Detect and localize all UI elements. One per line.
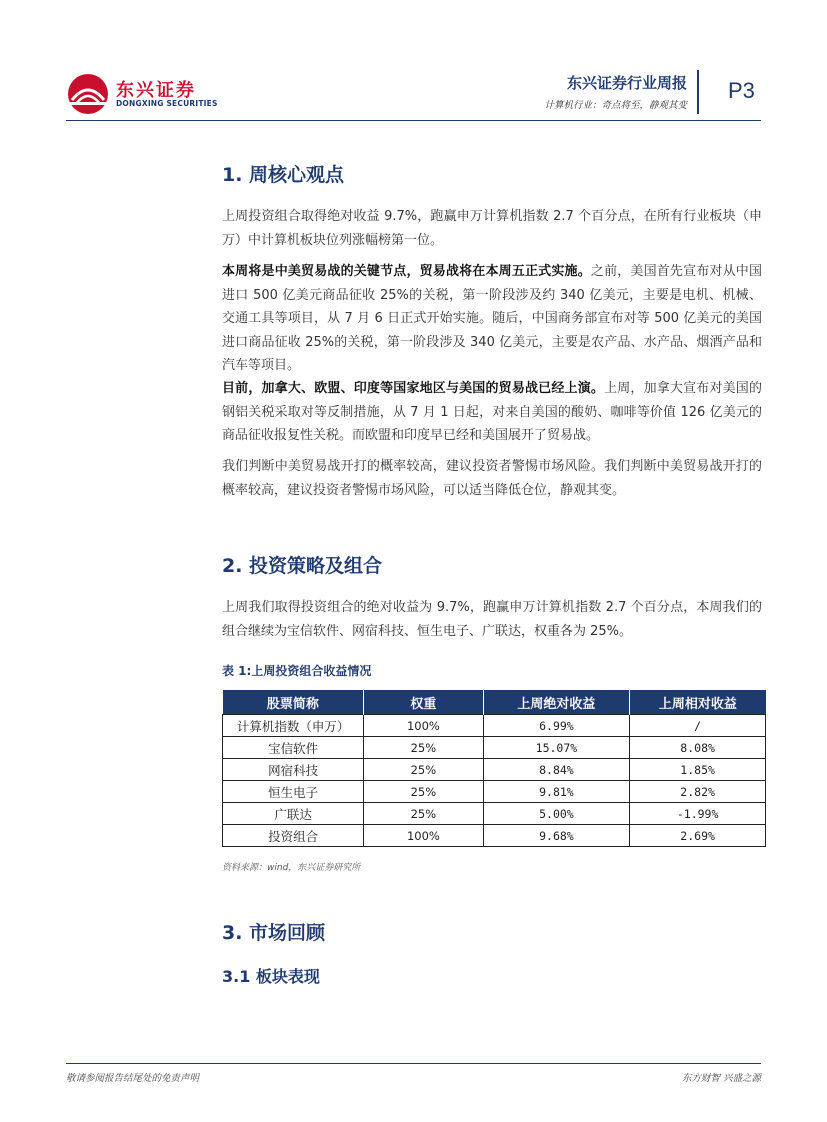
- section-1-paragraph-1: 上周投资组合取得绝对收益 9.7%，跑赢申万计算机指数 2.7 个百分点，在所有行业板块（申万）中计算机板块位列涨幅榜第一位。: [222, 209, 762, 248]
- column-header-relative-return: 上周相对收益: [630, 690, 766, 715]
- cell-relative-return: -1.99%: [630, 803, 766, 825]
- table-row: [223, 781, 766, 803]
- cell-stock-name: 网宿科技: [223, 759, 364, 781]
- section-2-title: 2. 投资策略及组合: [222, 555, 383, 577]
- column-header-absolute-return: 上周绝对收益: [483, 690, 630, 715]
- company-logo: [66, 72, 216, 116]
- cell-relative-return: 2.82%: [630, 781, 766, 803]
- table-row: [223, 715, 766, 737]
- column-header-stock: 股票简称: [223, 690, 364, 715]
- page-number: P3: [728, 78, 755, 103]
- section-1-paragraph-2-lead: 本周将是中美贸易战的关键节点，贸易战将在本周五正式实施。: [222, 264, 591, 279]
- cell-stock-name: 计算机指数（申万）: [223, 715, 364, 737]
- table-row: [223, 803, 766, 825]
- section-1-paragraph-4: 我们判断中美贸易战开打的概率较高，建议投资者警惕市场风险。我们判断中美贸易战开打的概率较高，建议投资者警惕市场风险，可以适当降低仓位，静观其变。: [222, 459, 762, 498]
- cell-weight: 25%: [364, 781, 483, 803]
- footer-disclaimer: 敬请参阅报告结尾处的免责声明: [66, 1073, 200, 1084]
- logo-text-en: DONGXING SECURITIES: [116, 99, 218, 108]
- footer-slogan: 东方财智 兴盛之源: [681, 1073, 761, 1084]
- table-header-row: [223, 690, 766, 715]
- report-subtitle: 计算机行业：奇点将至，静观其变: [544, 100, 687, 111]
- cell-stock-name: 投资组合: [223, 825, 364, 847]
- table-source-note: 资料来源：wind，东兴证券研究所: [222, 863, 361, 873]
- cell-absolute-return: 9.68%: [483, 825, 630, 847]
- section-1-paragraph-3-body: 上周，加拿大宣布对美国的钢铝关税采取对等反制措施，从 7 月 1 日起，对来自美国的酸奶、咖啡等价值 126 亿美元的商品征收报复性关税。而欧盟和印度早已经和美国展开了贸易战。: [222, 381, 762, 443]
- column-header-weight: 权重: [364, 690, 483, 715]
- cell-stock-name: 宝信软件: [223, 737, 364, 759]
- table-title: 表 1:上周投资组合收益情况: [222, 664, 372, 678]
- table-row: [223, 737, 766, 759]
- cell-relative-return: 8.08%: [630, 737, 766, 759]
- cell-absolute-return: 15.07%: [483, 737, 630, 759]
- section-1-paragraph-2: [222, 260, 762, 378]
- cell-relative-return: 2.69%: [630, 825, 766, 847]
- section-1-paragraph-2-body: 之前，美国首先宣布对从中国进口 500 亿美元商品征收 25%的关税，第一阶段涉及约 340 亿美元，主要是电机、机械、交通工具等项目，从 7 月 6 日正式开始实施。随后，中国商务部宣布对等 500 亿美元的美国进口商品征收 25%的关税，第一阶段涉及 340 亿美元，主要是农产品、水产品、烟酒产品和汽车等项目。: [222, 264, 762, 373]
- portfolio-returns-table: [222, 690, 766, 847]
- header-divider: [697, 70, 699, 114]
- section-1-paragraph-3: [222, 377, 762, 448]
- cell-absolute-return: 5.00%: [483, 803, 630, 825]
- header-rule: [66, 120, 761, 121]
- cell-absolute-return: 9.81%: [483, 781, 630, 803]
- footer-rule: [66, 1063, 761, 1064]
- cell-absolute-return: 6.99%: [483, 715, 630, 737]
- logo-mark-icon: [66, 72, 112, 116]
- cell-absolute-return: 8.84%: [483, 759, 630, 781]
- section-3-1-title: 3.1 板块表现: [222, 967, 320, 986]
- table-row: [223, 825, 766, 847]
- cell-weight: 100%: [364, 715, 483, 737]
- section-3-title: 3. 市场回顾: [222, 922, 326, 944]
- report-name: 东兴证券行业周报: [566, 74, 687, 92]
- cell-weight: 25%: [364, 803, 483, 825]
- logo-text-cn: 东兴证券: [116, 80, 196, 101]
- cell-relative-return: /: [630, 715, 766, 737]
- table-row: [223, 759, 766, 781]
- section-2-paragraph-1: 上周我们取得投资组合的绝对收益为 9.7%，跑赢申万计算机指数 2.7 个百分点，本周我们的组合继续为宝信软件、网宿科技、恒生电子、广联达，权重各为 25%。: [222, 600, 762, 639]
- cell-weight: 25%: [364, 737, 483, 759]
- cell-stock-name: 恒生电子: [223, 781, 364, 803]
- cell-weight: 100%: [364, 825, 483, 847]
- cell-relative-return: 1.85%: [630, 759, 766, 781]
- cell-stock-name: 广联达: [223, 803, 364, 825]
- section-1-paragraph-3-lead: 目前，加拿大、欧盟、印度等国家地区与美国的贸易战已经上演。: [222, 381, 605, 396]
- cell-weight: 25%: [364, 759, 483, 781]
- section-1-title: 1. 周核心观点: [222, 164, 345, 186]
